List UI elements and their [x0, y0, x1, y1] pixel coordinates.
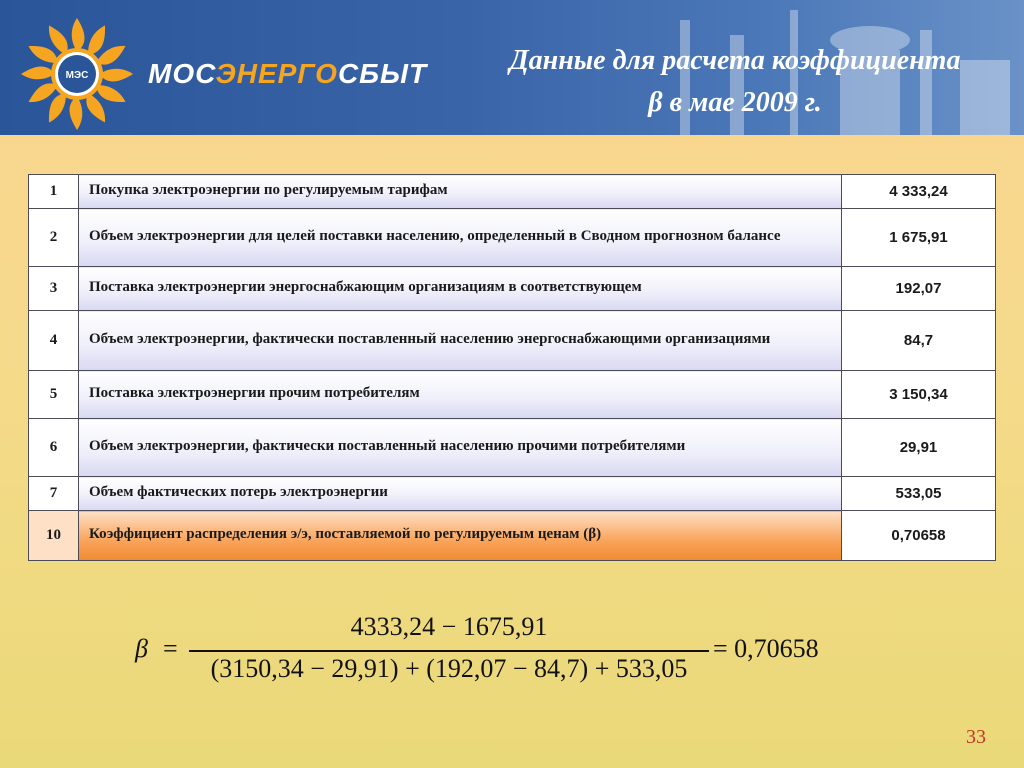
page-title: [440, 40, 1024, 124]
row-number: 10: [29, 511, 79, 561]
row-value: 0,70658: [842, 511, 996, 561]
row-value: 29,91: [842, 419, 996, 477]
row-number: 1: [29, 175, 79, 209]
row-description: Поставка электроэнергии энергоснабжающим организациям в соответствующем: [79, 267, 842, 311]
table-row: [29, 371, 996, 419]
row-value: 1 675,91: [842, 209, 996, 267]
row-description: Коэффициент распределения э/э, поставляемой по регулируемым ценам (β): [79, 511, 842, 561]
table-row: [29, 175, 996, 209]
logo-text: МЭС: [65, 70, 89, 81]
row-number: 6: [29, 419, 79, 477]
row-number: 5: [29, 371, 79, 419]
row-description: Объем электроэнергии, фактически поставленный населению энергоснабжающими организациями: [79, 311, 842, 371]
formula-denominator: (3150,34 − 29,91) + (192,07 − 84,7) + 533,05: [210, 654, 688, 683]
title-line-1: Данные для расчета коэффициента: [509, 45, 961, 76]
row-description: Объем электроэнергии для целей поставки населению, определенный в Сводном прогнозном балансе: [79, 209, 842, 267]
row-value: 533,05: [842, 477, 996, 511]
row-value: 192,07: [842, 267, 996, 311]
beta-formula: [135, 612, 855, 692]
title-line-2: β в мае 2009 г.: [648, 87, 822, 118]
brand-part-2: ЭНЕРГО: [215, 58, 338, 89]
row-description: Объем фактических потерь электроэнергии: [79, 477, 842, 511]
formula-result: = 0,70658: [713, 634, 819, 663]
table-row: [29, 419, 996, 477]
row-value: 4 333,24: [842, 175, 996, 209]
table-row-highlighted: [29, 511, 996, 561]
brand-part-1: МОС: [148, 58, 216, 89]
row-number: 3: [29, 267, 79, 311]
mes-sun-logo: [18, 15, 136, 133]
row-value: 3 150,34: [842, 371, 996, 419]
formula-equals: =: [163, 634, 178, 663]
table-row: [29, 311, 996, 371]
row-description: Покупка электроэнергии по регулируемым тарифам: [79, 175, 842, 209]
fraction-bar: [189, 650, 709, 652]
header-banner: [0, 0, 1024, 135]
table-row: [29, 477, 996, 511]
row-number: 4: [29, 311, 79, 371]
brand-name: [148, 58, 427, 90]
row-description: Поставка электроэнергии прочим потребителям: [79, 371, 842, 419]
table-row: [29, 209, 996, 267]
row-description: Объем электроэнергии, фактически поставленный населению прочими потребителями: [79, 419, 842, 477]
formula-lhs: β: [135, 634, 148, 663]
data-table: [28, 174, 996, 561]
table-row: [29, 267, 996, 311]
row-number: 2: [29, 209, 79, 267]
formula-numerator: 4333,24 − 1675,91: [350, 612, 548, 641]
brand-part-3: СБЫТ: [337, 58, 428, 89]
row-value: 84,7: [842, 311, 996, 371]
page-number: 33: [966, 726, 986, 748]
row-number: 7: [29, 477, 79, 511]
